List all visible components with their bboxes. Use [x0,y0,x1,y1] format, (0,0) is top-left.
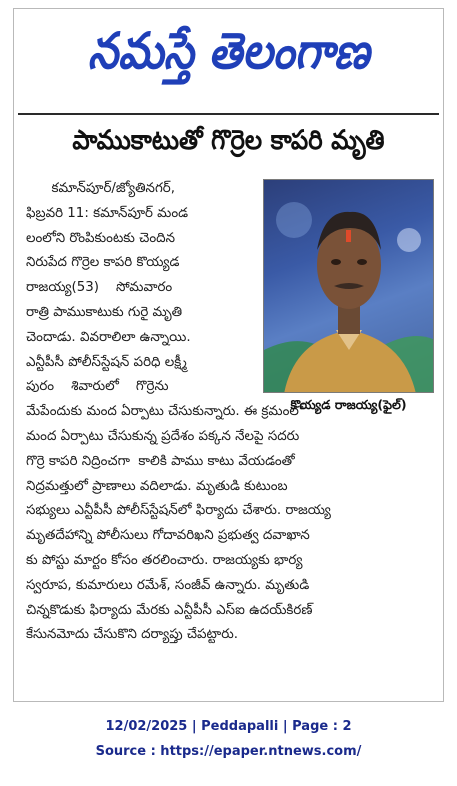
photo-caption: కొయ్యడ రాజయ్య(ఫైల్) [290,397,407,412]
body-line: కు పోస్టు మార్టం కోసం తరలించారు. రాజయ్యకు భార్య [26,552,303,568]
body-line: గొర్రె కాపరి నిద్రించగా కాలికి పాము కాటు వేయడంతో [26,453,295,469]
body-line: రాజయ్య(53) సోమవారం [26,280,173,296]
body-line: నిరుపేద గొర్రెల కాపరి కొయ్యడ [26,255,180,271]
body-line: కమాన్‌పూర్/జ్యోతినగర్, [26,181,175,196]
portrait-photo [263,179,434,393]
footer-source-line: Source : https://epaper.ntnews.com/ [95,744,362,759]
body-line: మృతదేహాన్ని పోలీసులు గోదావరిఖని ప్రభుత్వ దవాఖాన [26,528,310,544]
body-line: చిన్నకొడుకు ఫిర్యాదు మేరకు ఎన్టీపీసీ ఎస్ఐ ఉదయ్‌కిరణ్ [26,602,313,618]
portrait-illustration [264,180,434,393]
body-line: ఫిబ్రవరి 11: కమాన్‌పూర్ మండ [26,205,189,221]
body-line: పురం శివారులో గొర్రెను [26,379,169,395]
body-line: లంలోని రొంపికుంటకు చెందిన [26,230,175,246]
body-line: నిద్రమత్తులో ప్రాణాలు వదిలాడు. మృతుడి కుటుంబ [26,478,288,494]
body-line: సభ్యులు ఎన్టీపీసీ పోలీస్‌స్టేషన్‌లో ఫిర్యాదు చేశారు. రాజయ్య [26,503,331,519]
masthead [14,9,443,105]
body-line: చెందాడు. వివరాలిలా ఉన్నాయి. [26,329,191,345]
body-line: ఎన్టీపీసీ పోలీస్‌స్టేషన్ పరిధి లక్ష్మీ [26,354,187,370]
body-line: స్వరూప, కుమారులు రమేశ్, సంజీవ్ ఉన్నారు. మృతుడి [26,577,310,593]
newspaper-clipping [13,8,444,702]
body-line: మంద ఏర్పాటు చేసుకున్న ప్రదేశం పక్కన నేలపై సదరు [26,428,300,444]
body-line: మేపేందుకు మంద ఏర్పాటు చేసుకున్నారు. ఈ క్రమంలో [26,404,304,420]
body-line: రాత్రి పాముకాటుకు గురై మృతి [26,304,183,320]
masthead-title: నమస్తే తెలంగాణ [87,21,370,80]
article-headline [14,117,443,171]
article-headline-text: పాముకాటుతో గొర్రెల కాపరి మృతి [72,125,385,156]
footer-date-line: 12/02/2025 | Peddapalli | Page : 2 [105,719,352,734]
headline-rule [18,113,439,115]
body-line: కేసునమోదు చేసుకొని దర్యాప్తు చేపట్టారు. [26,627,239,643]
